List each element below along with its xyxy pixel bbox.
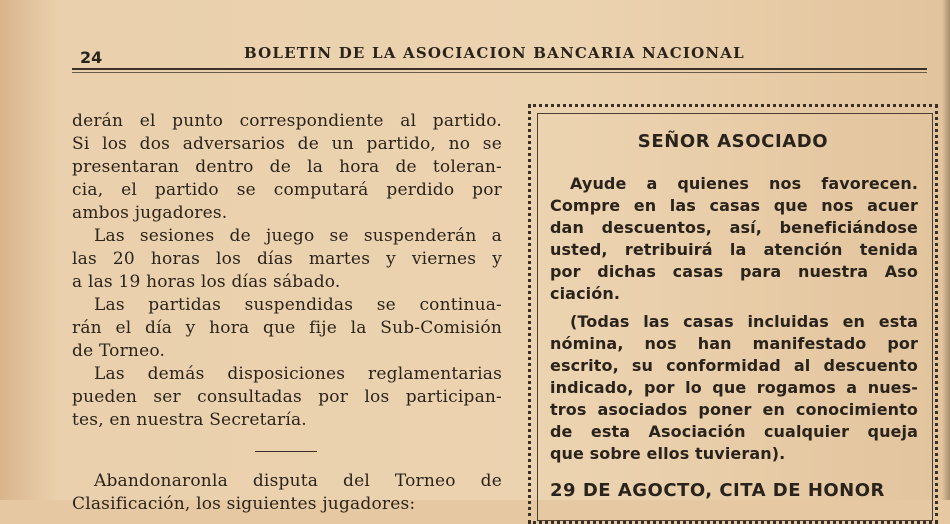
text-line: por dichas casas para nuestra Aso	[550, 262, 918, 281]
text-line: dan descuentos, así, beneficiándose	[550, 218, 918, 237]
header-rule-thin	[72, 72, 927, 73]
left-column	[72, 110, 502, 516]
text-line: Las demás disposiciones reglamentarias	[94, 364, 502, 384]
notice-box-text	[550, 173, 918, 465]
text-line: indicado, por lo que rogamos a nues-	[550, 378, 918, 397]
text-line: nómina, nos han manifestado por	[550, 334, 918, 353]
text-line: Abandonaronla disputa del Torneo de	[94, 471, 502, 491]
notice-box-title: SEÑOR ASOCIADO	[637, 131, 829, 152]
text-line: Las sesiones de juego se suspenderán a	[94, 226, 502, 246]
text-line: usted, retribuirá la atención tenida	[550, 240, 918, 259]
text-line: presentaran dentro de la hora de toleran-	[72, 157, 502, 177]
page-header	[72, 42, 924, 68]
text-line: Compre en las casas que nos acuer	[550, 196, 918, 215]
text-line: Las partidas suspendidas se continua-	[94, 295, 502, 315]
page-number: 24	[80, 48, 103, 67]
text-line: Ayude a quienes nos favorecen.	[570, 174, 918, 193]
section-divider	[255, 451, 317, 452]
abandon-section	[72, 470, 502, 516]
text-line: rán el día y hora que fije la Sub-Comisión	[72, 318, 502, 338]
header-rule	[72, 68, 927, 70]
text-line: tes, en nuestra Secretaría.	[72, 410, 307, 430]
text-line: escrito, su conformidad al descuento	[550, 356, 918, 375]
text-line: derán el punto correspondiente al partido.	[72, 111, 502, 131]
text-line: de esta Asociación cualquier queja	[550, 422, 918, 441]
text-line: ambos jugadores.	[72, 203, 228, 223]
text-line: tros asociados poner en conocimiento	[550, 400, 918, 419]
text-line: Si los dos adversarios de un partido, no se	[72, 134, 502, 154]
text-line: las 20 horas los días martes y viernes y	[72, 249, 502, 269]
text-line: pueden ser consultadas por los participan-	[72, 387, 502, 407]
notice-bottom-heading: 29 DE AGOCTO, CITA DE HONOR	[550, 480, 885, 501]
text-line: (Todas las casas incluidas en esta	[570, 312, 918, 331]
running-title: BOLETIN DE LA ASOCIACION BANCARIA NACIONAL	[244, 44, 745, 62]
text-line: que sobre ellos tuvieran).	[550, 444, 786, 463]
page-edge-shadow	[942, 0, 950, 500]
text-line: a las 19 horas los días sábado.	[72, 272, 341, 292]
text-line: Clasificación, los siguientes jugadores:	[72, 494, 416, 514]
text-line: cia, el partido se computará perdido por	[72, 180, 502, 200]
text-line: ciación.	[550, 284, 620, 303]
text-line: de Torneo.	[72, 341, 166, 361]
